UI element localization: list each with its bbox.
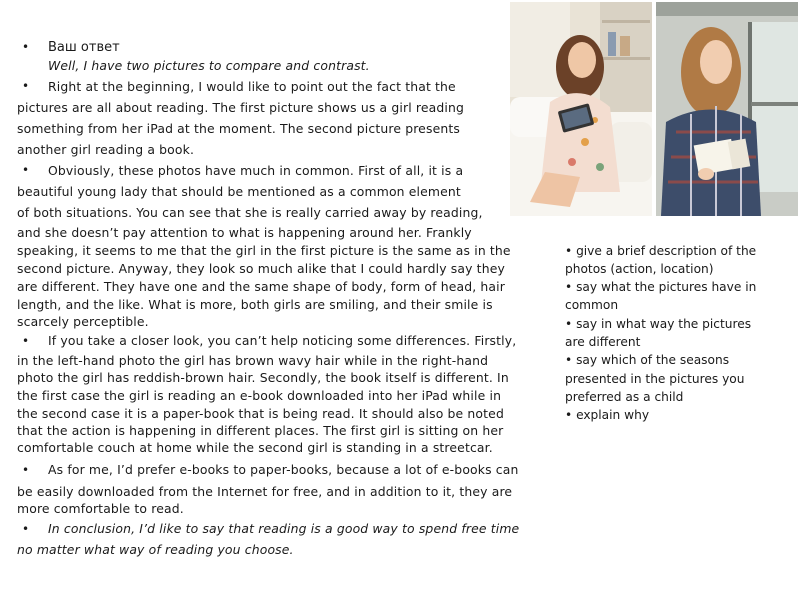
essay-line: more comfortable to read. [17,501,184,516]
essay-line: Obviously, these photos have much in common. First of all, it is a [48,163,464,178]
task-line: photos (action, location) [565,262,714,276]
task-line: • say which of the seasons [565,353,730,367]
heading-bullet: • [22,40,30,54]
essay-line: As for me, I’d prefer e-books to paper-books, because a lot of e-books can [48,462,519,477]
essay-line: are different. They have one and the same shape of body, form of head, hair [17,279,506,294]
task-line: preferred as a child [565,390,684,404]
essay-line: scarcely perceptible. [17,314,149,329]
essay-line: that the action is happening in different places. The first girl is sitting on her [17,423,504,438]
task-line: common [565,298,619,312]
photo-girl-with-book [656,2,798,216]
paragraph-bullet: • [22,163,30,177]
essay-line: beautiful young lady that should be mentioned as a common element [17,184,461,199]
paragraph-bullet: • [22,522,30,536]
essay-line: photo the girl has reddish-brown hair. Secondly, the book itself is different. In [17,370,509,385]
essay-line: no matter what way of reading you choose. [17,542,294,557]
essay-line: pictures are all about reading. The first picture shows us a girl reading [17,100,465,115]
task-line: • say in what way the pictures [565,317,752,331]
task-line: • give a brief description of the [565,244,757,258]
task-line: • say what the pictures have in [565,280,757,294]
essay-line: comfortable couch at home while the second girl is standing in a streetcar. [17,440,493,455]
essay-line: length, and the like. What is more, both girls are smiling, and their smile is [17,297,493,312]
essay-line: If you take a closer look, you can’t help noticing some differences. Firstly, [48,333,517,348]
answer-heading: Ваш ответ [48,40,120,55]
essay-line: the second case it is a paper-book that is being read. It should also be noted [17,406,504,421]
photo-girl-with-ipad-illustration [510,2,652,216]
paragraph-bullet: • [22,334,30,348]
paragraph-bullet: • [22,79,30,93]
task-line: presented in the pictures you [565,372,745,386]
photo-girl-with-book-illustration [656,2,798,216]
essay-line: speaking, it seems to me that the girl in the first picture is the same as in the [17,243,511,258]
essay-line: of both situations. You can see that she is really carried away by reading, [17,205,483,220]
photo-girl-with-ipad [510,2,652,216]
essay-line: In conclusion, I’d like to say that reading is a good way to spend free time [48,521,520,536]
essay-line: something from her iPad at the moment. The second picture presents [17,121,460,136]
task-line: • explain why [565,408,650,422]
essay-line: Right at the beginning, I would like to point out the fact that the [48,79,456,94]
essay-line: Well, I have two pictures to compare and contrast. [48,58,370,73]
essay-line: be easily downloaded from the Internet for free, and in addition to it, they are [17,484,513,499]
task-line: are different [565,335,641,349]
essay-line: second picture. Anyway, they look so much alike that I could hardly say they [17,261,505,276]
paragraph-bullet: • [22,463,30,477]
essay-line: another girl reading a book. [17,142,195,157]
essay-line: and she doesn’t pay attention to what is happening around her. Frankly [17,225,472,240]
essay-line: in the left-hand photo the girl has brown wavy hair while in the right-hand [17,353,489,368]
essay-line: the first case the girl is reading an e-book downloaded into her iPad while in [17,388,502,403]
